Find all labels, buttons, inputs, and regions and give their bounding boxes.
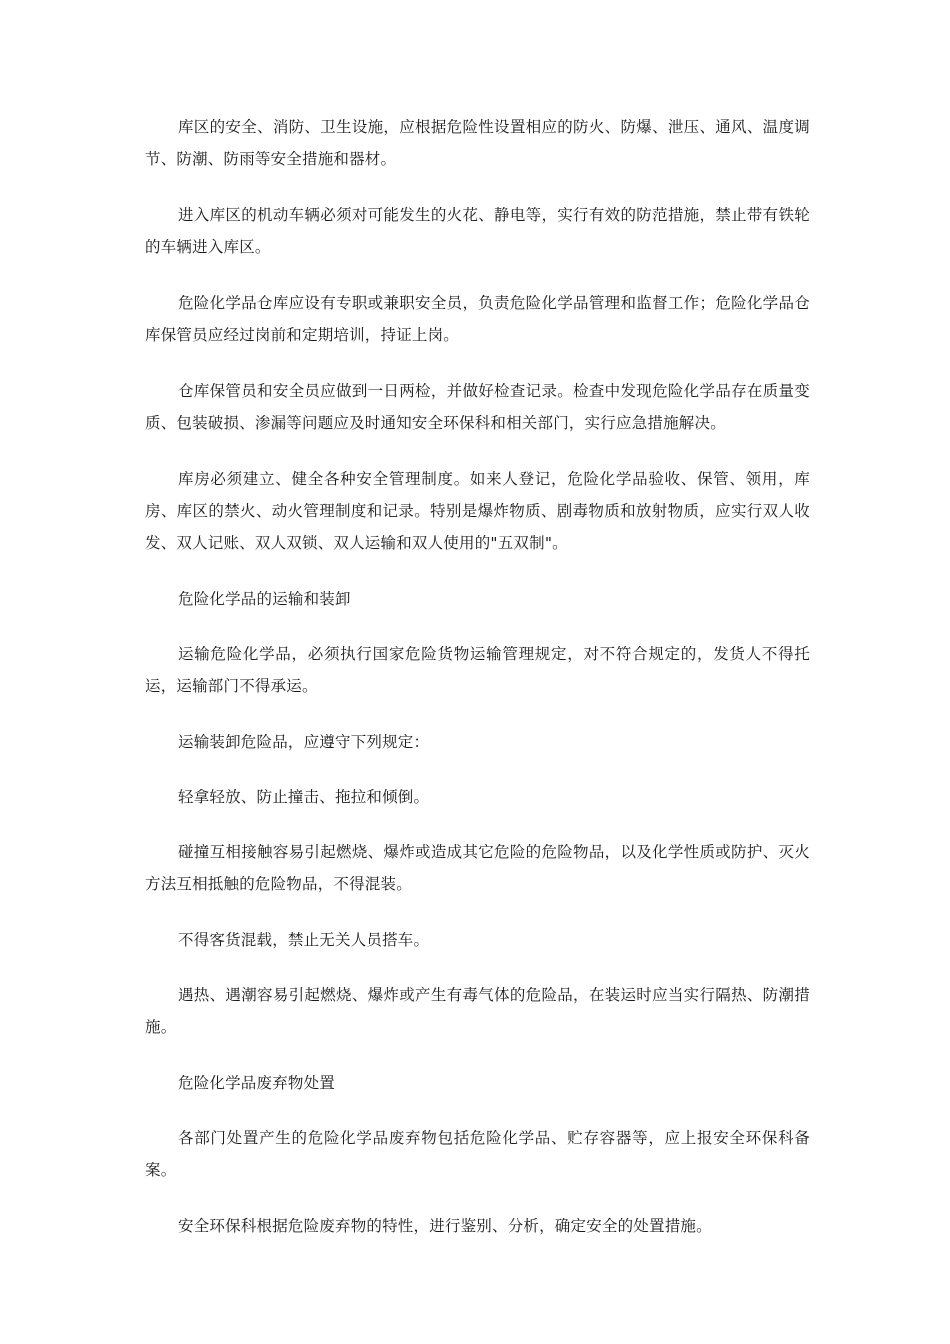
section-heading-waste-disposal: 危险化学品废弃物处置 (178, 1074, 336, 1092)
paragraph-loading-rules-intro: 运输装卸危险品，应遵守下列规定： (178, 733, 430, 751)
paragraph-handle-gently: 轻拿轻放、防止撞击、拖拉和倾倒。 (178, 788, 430, 806)
paragraph-heat-moisture: 遇热、遇潮容易引起燃烧、爆炸或产生有毒气体的危险品，在装运时应当实行隔热、防潮措施。 (145, 986, 810, 1036)
section-heading-transport: 危险化学品的运输和装卸 (178, 590, 351, 608)
document-body (145, 111, 810, 1266)
paragraph-motor-vehicles: 进入库区的机动车辆必须对可能发生的火花、静电等，实行有效的防范措施，禁止带有铁轮的车辆进入库区。 (145, 206, 810, 256)
paragraph-no-passengers: 不得客货混载，禁止无关人员搭车。 (178, 931, 430, 949)
paragraph-transport-rules: 运输危险化学品，必须执行国家危险货物运输管理规定，对不符合规定的，发货人不得托运，运输部门不得承运。 (145, 645, 810, 695)
paragraph-management-system: 库房必须建立、健全各种安全管理制度。如来人登记，危险化学品验收、保管、领用，库房、库区的禁火、动火管理制度和记录。特别是爆炸物质、剧毒物质和放射物质，应实行双人收发、双人记账、双人双锁、双人运输和双人使用的"五双制"。 (145, 470, 810, 552)
paragraph-storage-facilities: 库区的安全、消防、卫生设施，应根据危险性设置相应的防火、防爆、泄压、通风、温度调节、防潮、防雨等安全措施和器材。 (145, 118, 810, 168)
paragraph-waste-identification: 安全环保科根据危险废弃物的特性，进行鉴别、分析，确定安全的处置措施。 (178, 1217, 712, 1235)
paragraph-no-mixed-loading: 碰撞互相接触容易引起燃烧、爆炸或造成其它危险的危险物品，以及化学性质或防护、灭火方法互相抵触的危险物品，不得混装。 (145, 843, 810, 893)
paragraph-daily-inspection: 仓库保管员和安全员应做到一日两检，并做好检查记录。检查中发现危险化学品存在质量变质、包装破损、渗漏等问题应及时通知安全环保科和相关部门，实行应急措施解决。 (145, 382, 810, 432)
paragraph-safety-officer: 危险化学品仓库应设有专职或兼职安全员，负责危险化学品管理和监督工作；危险化学品仓库保管员应经过岗前和定期培训，持证上岗。 (145, 294, 810, 344)
paragraph-waste-reporting: 各部门处置产生的危险化学品废弃物包括危险化学品、贮存容器等，应上报安全环保科备案。 (145, 1129, 810, 1179)
